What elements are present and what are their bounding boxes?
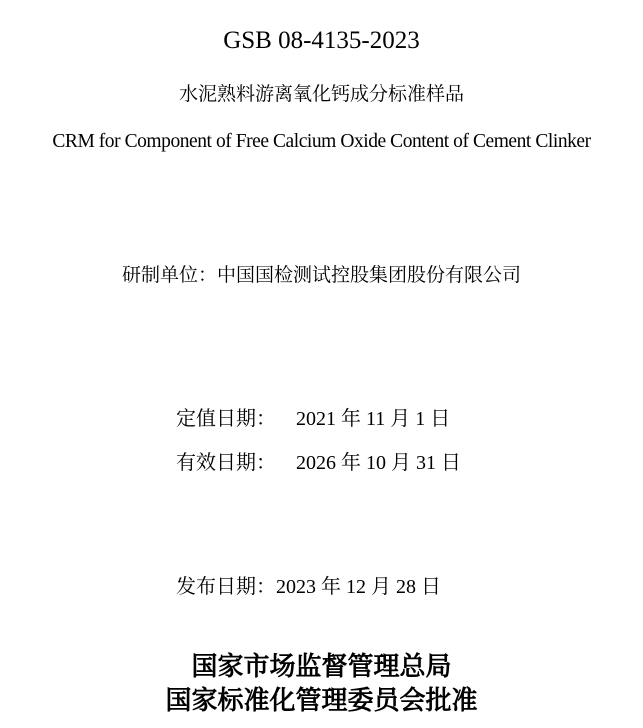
developer-unit: 研制单位：中国国检测试控股集团股份有限公司 bbox=[121, 265, 521, 286]
authority-line-1: 国家市场监督管理总局 bbox=[191, 652, 452, 681]
valid-date-label: 有效日期： bbox=[176, 452, 276, 474]
valid-date-value: 2026 年 10 月 31 日 bbox=[296, 452, 461, 474]
standard-code: GSB 08-4135-2023 bbox=[223, 27, 420, 54]
title-english: CRM for Component of Free Calcium Oxide Content of Cement Clinker bbox=[52, 131, 591, 152]
set-date-value: 2021 年 11 月 1 日 bbox=[296, 408, 451, 430]
authority-line-2: 国家标准化管理委员会批准 bbox=[165, 686, 478, 715]
title-chinese: 水泥熟料游离氧化钙成分标准样品 bbox=[178, 84, 464, 105]
release-date: 发布日期：2023 年 12 月 28 日 bbox=[176, 576, 441, 598]
valid-date-row bbox=[176, 449, 461, 477]
set-date-label: 定值日期： bbox=[176, 408, 276, 430]
set-date-row bbox=[176, 405, 450, 433]
